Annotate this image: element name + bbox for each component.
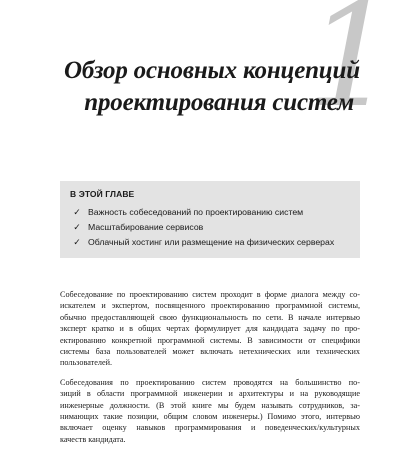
body-text — [60, 289, 360, 453]
list-item — [70, 235, 350, 250]
chapter-summary-box — [60, 181, 360, 258]
text-line: нимающих такие позиции, общим словом инженеры.) Помимо этого, интервью — [60, 412, 360, 422]
chapter-title-line: проектирования систем — [84, 88, 354, 116]
list-item-label: Масштабирование сервисов — [88, 222, 204, 232]
text-line: пользователей. — [60, 358, 113, 368]
chapter-title-line: Обзор основных концепций — [64, 56, 360, 84]
chapter-title — [64, 55, 360, 119]
text-line: зиций в области программной инженерии и архитектуры и на руководящие — [60, 389, 360, 399]
text-line: эксперт кратко и в общих чертах формулирует для кандидата задачу по про- — [60, 324, 360, 334]
list-item-label: Важность собеседований по проектированию систем — [88, 207, 304, 217]
list-item — [70, 205, 350, 220]
text-line: системы база пользователей может включать нетехнических или технических — [60, 347, 360, 357]
text-line: включает оценку навыков программирования и поведенческих/культурных — [60, 423, 360, 433]
check-icon: ✓ — [73, 222, 81, 232]
text-line: инженерные должности. (В этой книге мы будем называть сотрудников, за- — [60, 400, 360, 410]
text-line: искателем и экспертом, посвященного проектированию программной системы, — [60, 301, 360, 311]
paragraph — [60, 289, 360, 369]
list-item — [70, 220, 350, 235]
chapter-number: 1 — [306, 0, 397, 139]
text-line: Собеседование по проектированию систем проходит в форме диалога между со- — [60, 290, 360, 299]
check-icon: ✓ — [73, 237, 81, 247]
chapter-summary-list — [70, 205, 350, 250]
chapter-summary-heading: В ЭТОЙ ГЛАВЕ — [70, 189, 135, 199]
check-icon: ✓ — [73, 207, 81, 217]
paragraph — [60, 377, 360, 445]
text-line: ектированию конкретной программной системы. В зависимости от специфики — [60, 335, 360, 345]
text-line: обычно предоставляющей свою функциональность по сети. В начале интервью — [60, 312, 360, 322]
text-line: Собеседования по проектированию систем проводятся на большинство по- — [60, 377, 360, 387]
list-item-label: Облачный хостинг или размещение на физических серверах — [88, 237, 335, 247]
text-line: качеств кандидата. — [60, 434, 126, 444]
